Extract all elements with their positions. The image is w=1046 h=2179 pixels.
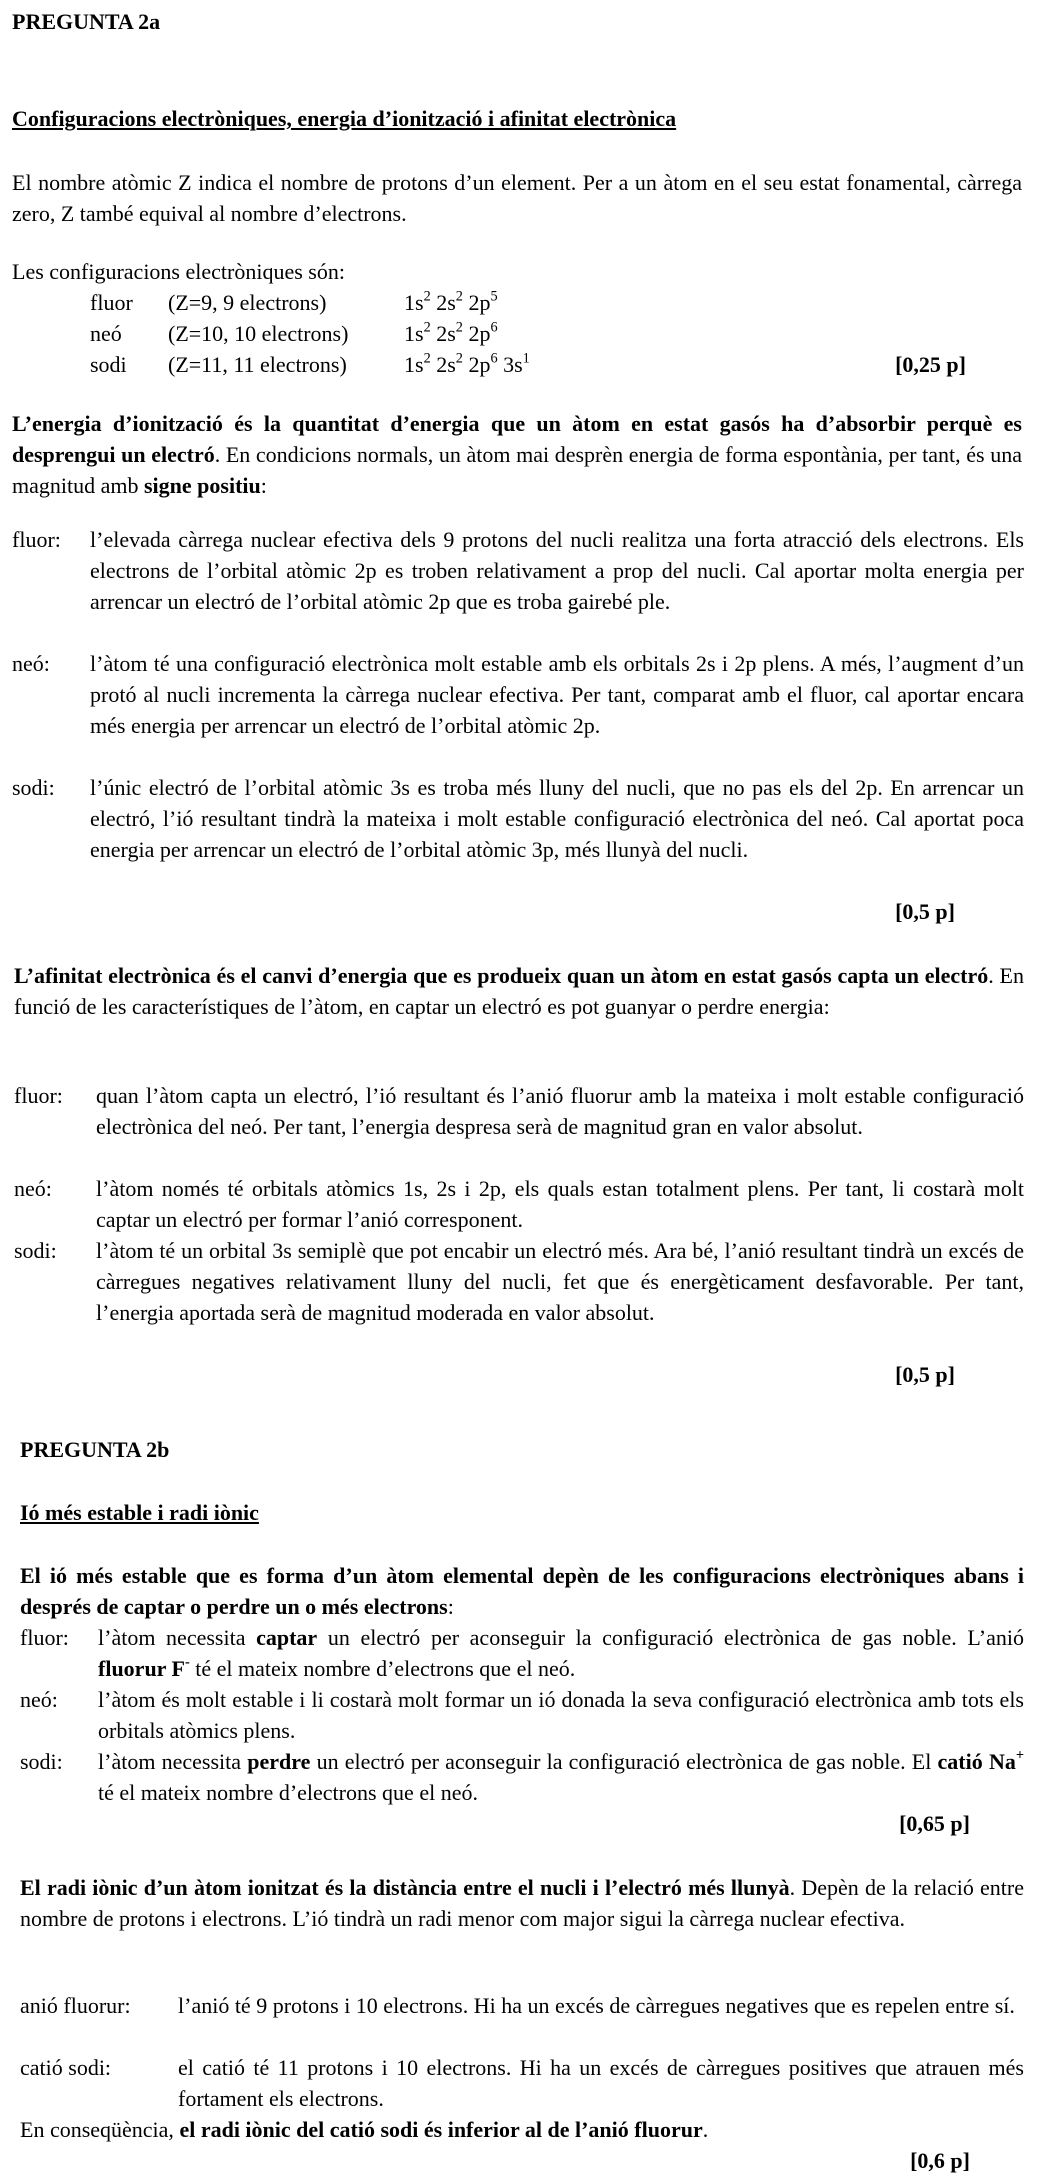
radius-item-fluoride — [20, 1990, 1024, 2021]
item-label: fluor: — [20, 1625, 69, 1650]
item-text: quan l’àtom capta un electró, l’ió resultant és l’anió fluorur amb la mateixa i molt estable configuració electrònica del neó. Per tant, l’energia despresa serà de magnitud gran en valor absolut. — [96, 1083, 1024, 1139]
item-text: l’àtom necessita perdre un electró per aconseguir la configuració electrònica de gas noble. El catió Na+ té el mateix nombre d’electrons que el neó. — [98, 1747, 1024, 1805]
config-row-neo — [90, 318, 990, 349]
ionization-definition-sign: signe positiu — [143, 473, 261, 498]
affinity-item-fluor — [14, 1080, 1024, 1142]
section-title-configurations: Configuracions electròniques, energia d’ionització i afinitat electrònica — [12, 106, 677, 131]
affinity-definition-bold: L’afinitat electrònica és el canvi d’energia que es produeix quan un àtom en estat gasós capta un electró — [14, 963, 989, 988]
affinity-item-sodi — [14, 1235, 1024, 1328]
ionization-definition-mid: . En condicions normals, un àtom mai desprèn energia de forma espontània, per tant, és una magnitud amb — [12, 442, 1023, 498]
stable-ion-definition — [20, 1560, 1024, 1622]
stable-ion-end: : — [447, 1594, 454, 1619]
score-025: [0,25 p] — [895, 352, 966, 377]
ionic-radius-end: . Depèn de la relació entre nombre de protons i electrons. L’ió tindrà un radi menor com major sigui la càrrega nuclear efectiva. — [20, 1875, 1025, 1931]
score-05-affinity: [0,5 p] — [895, 1362, 955, 1387]
ionization-item-neo — [12, 648, 1024, 741]
intro-paragraph: El nombre atòmic Z indica el nombre de protons d’un element. Per a un àtom en el seu estat fonamental, càrrega zero, Z també equival al nombre d’electrons. — [12, 170, 1022, 226]
item-label: catió sodi: — [20, 2055, 112, 2080]
heading-pregunta-2a: PREGUNTA 2a — [12, 9, 161, 34]
config-element-name: neó — [90, 321, 122, 346]
score-065: [0,65 p] — [899, 1811, 970, 1836]
fluoride-ion-formula: fluorur F- — [98, 1654, 190, 1681]
configs-lead: Les configuracions electròniques són: — [12, 259, 345, 284]
stable-item-fluor — [20, 1622, 1024, 1684]
stable-ion-bold: El ió més estable que es forma d’un àtom elemental depèn de les configuracions electròniques abans i després de captar o perdre un o més electrons — [20, 1563, 1024, 1619]
heading-pregunta-2b: PREGUNTA 2b — [20, 1437, 170, 1462]
stable-item-neo — [20, 1684, 1024, 1746]
item-text: l’àtom és molt estable i li costarà molt formar un ió donada la seva configuració electrònica amb tots els orbitals atòmics plens. — [98, 1687, 1024, 1743]
affinity-definition — [14, 960, 1024, 1022]
config-row-fluor — [90, 287, 990, 318]
item-text: l’elevada càrrega nuclear efectiva dels 9 protons del nucli realitza una forta atracció dels electrons. Els electrons de l’orbital atòmic 2p es troben relativament a prop del nucli. Cal aportar molta energia per arrencar un electró de l’orbital atòmic 2p que es troba gairebé ple. — [90, 527, 1024, 614]
stable-item-sodi — [20, 1746, 1024, 1808]
item-label: sodi: — [12, 775, 55, 800]
radius-conclusion: En conseqüència, el radi iònic del catió sodi és inferior al de l’anió fluorur. — [20, 2117, 709, 2142]
item-text: l’únic electró de l’orbital atòmic 3s es troba més lluny del nucli, que no pas els del 2p. En arrencar un electró, l’ió resultant tindrà la mateixa i molt estable configuració electrònica del neó. Cal aportat poca energia per arrencar un electró de l’orbital atòmic 3p, més llunyà del nucli. — [90, 775, 1024, 862]
ionization-item-sodi — [12, 772, 1024, 865]
item-label: neó: — [20, 1687, 58, 1712]
ionization-definition-bold: L’energia d’ionització és la quantitat d’energia que un àtom en estat gasós ha d’absorbir perquè es desprengui un electró — [12, 411, 1022, 467]
config-atomic-info: (Z=9, 9 electrons) — [168, 290, 327, 315]
ionic-radius-bold: El radi iònic d’un àtom ionitzat és la distància entre el nucli i l’electró més llunyà — [20, 1875, 790, 1900]
item-label: anió fluorur: — [20, 1993, 131, 2018]
electron-configuration: $1s^2$ $2s^2$ $2p^6$ — [404, 319, 498, 346]
item-text: l’àtom té una configuració electrònica molt estable amb els orbitals 2s i 2p plens. A més, l’augment d’un protó al nucli incrementa la càrrega nuclear efectiva. Per tant, comparat amb el fluor, cal aportar encara més energia per arrencar un electró de l’orbital atòmic 2p. — [90, 651, 1024, 738]
score-05-ionization: [0,5 p] — [895, 899, 955, 924]
config-atomic-info: (Z=11, 11 electrons) — [168, 352, 347, 377]
item-text: l’àtom necessita captar un electró per aconseguir la configuració electrònica de gas noble. L’anió fluorur F- té el mateix nombre d’electrons que el neó. — [98, 1625, 1024, 1681]
sodium-ion-formula: catió Na+ — [937, 1747, 1024, 1774]
score-06: [0,6 p] — [910, 2148, 970, 2173]
item-label: neó: — [12, 651, 50, 676]
item-label: sodi: — [20, 1749, 63, 1774]
config-element-name: sodi — [90, 352, 127, 377]
radius-item-sodium — [20, 2052, 1024, 2114]
affinity-definition-end: . En funció de les característiques de l’àtom, en captar un electró es pot guanyar o perdre energia: — [14, 963, 1024, 1019]
affinity-item-neo — [14, 1173, 1024, 1235]
ionization-definition-end: : — [260, 473, 267, 498]
item-text: l’àtom té un orbital 3s semiplè que pot encabir un electró més. Ara bé, l’anió resultant tindrà un excés de càrregues negatives relativament lluny del nucli, fet que és energèticament desfavorable. Per tant, l’energia aportada serà de magnitud moderada en valor absolut. — [96, 1238, 1024, 1325]
section-title-ion-radius: Ió més estable i radi iònic — [20, 1500, 259, 1525]
item-text: l’àtom només té orbitals atòmics 1s, 2s i 2p, els quals estan totalment plens. Per tant, li costarà molt captar un electró per formar l’anió corresponent. — [96, 1176, 1024, 1232]
item-label: fluor: — [14, 1083, 63, 1108]
item-label: sodi: — [14, 1238, 57, 1263]
ionic-radius-definition — [20, 1872, 1024, 1934]
electron-configuration: $1s^2$ $2s^2$ $2p^5$ — [404, 288, 498, 315]
radius-conclusion-bold: el radi iònic del catió sodi és inferior al de l’anió fluorur — [179, 2117, 703, 2142]
item-label: neó: — [14, 1176, 52, 1201]
config-atomic-info: (Z=10, 10 electrons) — [168, 321, 349, 346]
ionization-definition — [12, 408, 1022, 501]
item-label: fluor: — [12, 527, 61, 552]
electron-configuration: $1s^2$ $2s^2$ $2p^6$ $3s^1$ — [404, 350, 530, 377]
config-element-name: fluor — [90, 290, 133, 315]
item-text: el catió té 11 protons i 10 electrons. Hi ha un excés de càrregues positives que atrauen més fortament els electrons. — [178, 2055, 1024, 2111]
item-text: l’anió té 9 protons i 10 electrons. Hi ha un excés de càrregues negatives que es repelen entre sí. — [178, 1993, 1015, 2018]
ionization-item-fluor — [12, 524, 1024, 617]
